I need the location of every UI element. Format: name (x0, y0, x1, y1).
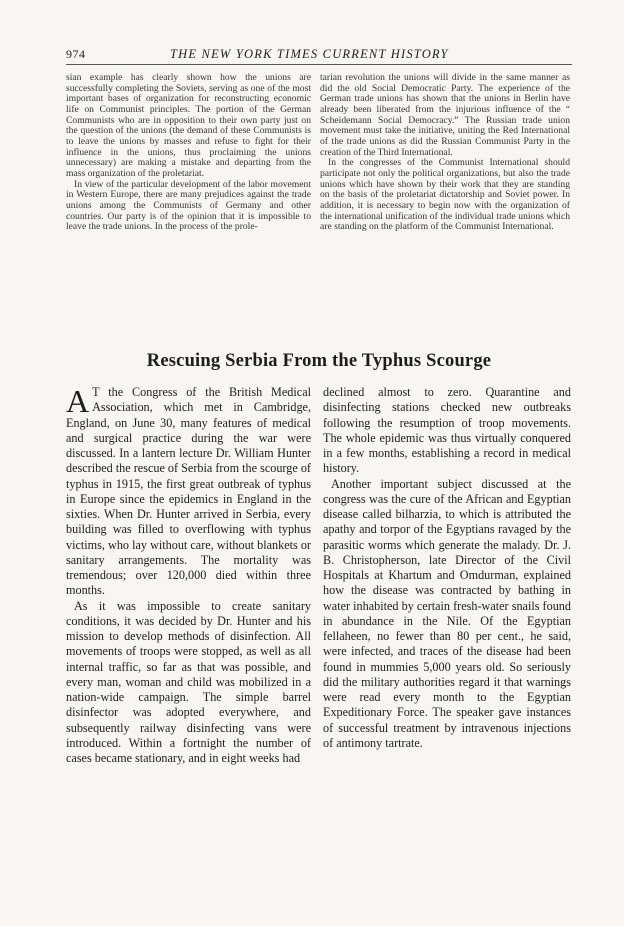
page-number: 974 (66, 47, 86, 61)
previous-article-left-column (66, 73, 311, 233)
paragraph: In view of the particular development of the labor movement in Western Europe, there are many prejudices against the trade unions among the Communists of Germany and other countries. Our party is of the opinion that it is impossible to leave the trade unions. In the process of the prole- (66, 178, 311, 233)
paragraph: As it was impossible to create sanitary conditions, it was decided by Dr. Hunter and his mission to develop methods of disinfection. All movements of troops were stopped, as well as all internal traffic, so far as that was possible, and every man, woman and child was mobilized in a nation-wide campaign. The simple barrel disinfector was adopted everywhere, and subsequently railway disinfecting vans were introduced. Within a fortnight the number of cases became stationary, and in eight weeks had (66, 598, 311, 765)
paragraph: In the congresses of the Communist International should participate not only the political organizations, but also the trade unions which have shown by their work that they are standing on the basis of the proletariat dictatorship and Soviet power. In addition, it is necessary to begin now with the organization of the international unification of the individual trade unions which are standing on the platform of the Communist International. (320, 157, 570, 233)
article-left-column (66, 385, 311, 766)
header-rule (66, 64, 572, 65)
paragraph: sian example has clearly shown how the unions are successfully completing the Soviets, serving as one of the most important bases of organization for reconstructing economic life on Communist principles. The portion of the German Communists who are in opposition to their own party just on the question of the unions (the demand of these Communists is to leave the unions by masses and refuse to fight for their influence in the unions, thus proclaiming the unions unnecessary) are making a mistake and departing from the mass organization of the proletariat. (66, 72, 311, 179)
paragraph: Another important subject discussed at the congress was the cure of the African and Egyptian disease called bilharzia, to which is attributed the apathy and torpor of the Egyptians ravaged by the parasitic worms which generate the malady. Dr. J. B. Christopherson, late Director of the Civil Hospitals at Khartum and Omdurman, explained how the disease was contracted by bathing in water inhabited by certain fresh-water snails found in abundance in the Nile. Of the Egyptian fellaheen, no fewer than 80 per cent., he said, were infected, and traces of the disease had been found in mummies 5,000 years old. So seriously did the military authorities regard it that warnings were read every month to the Egyptian Expeditionary Force. The speaker gave instances of successful treatment by intravenous injections of antimony tartrate. (323, 476, 571, 750)
paragraph: tarian revolution the unions will divide in the same manner as did the old Social Democratic Party. The experience of the German trade unions has shown that the unions in Berlin have already been liberated from the injurious influence of the “ Scheidemann Social Democracy.” The Russian trade union movement must take the initiative, uniting the Red International of the trade unions as did the Russian Communist Party in the creation of the Third International. (320, 72, 570, 158)
running-head (66, 47, 572, 65)
paragraph: declined almost to zero. Quarantine and disinfecting stations checked new outbreaks following the resumption of troop movements. The whole epidemic was thus virtually conquered in a few months, establishing a record in medical history. (323, 385, 571, 476)
article-title: Rescuing Serbia From the Typhus Scourge (146, 351, 492, 371)
previous-article-right-column (320, 73, 570, 233)
article-right-column (323, 385, 571, 751)
journal-title: THE NEW YORK TIMES CURRENT HISTORY (170, 47, 449, 61)
drop-cap: A (66, 383, 90, 419)
paragraph (66, 385, 311, 599)
paragraph-text: T the Congress of the British Medical Association, which met in Cambridge, England, on June 30, many features of medical and surgical practice during the war were discussed. In a lantern lecture Dr. William Hunter described the rescue of Serbia from the scourge of typhus in 1915, the first great outbreak of typhus in Europe since the epidemics in England in the sixties. When Dr. Hunter arrived in Serbia, every building was filled to overflowing with typhus victims, who lay without care, without blankets or sanitary arrangements. The mortality was tremendous; over 120,000 died within three months. (66, 385, 311, 598)
